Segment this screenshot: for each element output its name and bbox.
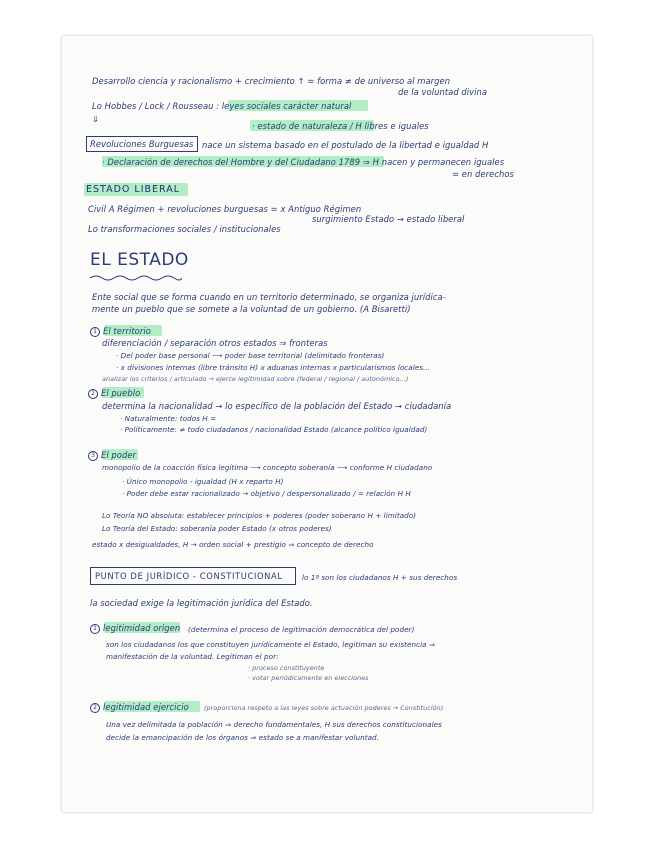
subsection-pueblo: 2 El pueblo [88, 388, 140, 399]
boxed-heading: PUNTO DE JURÍDICO - CONSTITUCIONAL [95, 571, 283, 581]
note-line: mente un pueblo que se somete a la voluntad de un gobierno. (A Bisaretti) [92, 304, 411, 314]
note-line: · Único monopolio - igualdad (H x reparto H) [122, 477, 284, 486]
note-line: monopolio de la coacción física legítima ⟶ concepto soberanía ⟶ conforme H ciudadano [102, 463, 433, 472]
note-line: manifestación de la voluntad. Legitiman el por: [106, 652, 279, 661]
subsection-poder: 3 El poder [88, 450, 136, 461]
note-line: determina la nacionalidad → lo específico de la población del Estado → ciudadanía [102, 401, 452, 411]
note-line: diferenciación / separación otros estados ⇒ fronteras [102, 338, 328, 348]
note-line: estado x desigualdades, H → orden social + prestigio ⇒ concepto de derecho [92, 540, 374, 549]
page-title: EL ESTADO [90, 250, 189, 270]
note-line: de la voluntad divina [398, 87, 488, 97]
note-line: Lo Teoría del Estado: soberanía poder Estado (x otros poderes) [102, 524, 332, 533]
note-line: Revoluciones Burguesas [90, 139, 194, 149]
note-line: Desarrollo ciencia y racionalismo + crecimiento ↑ = forma ≠ de universo al margen [92, 76, 451, 86]
note-line: · Políticamente: ≠ todo ciudadanos / nacionalidad Estado (alcance político igualdad) [120, 425, 428, 434]
note-line: Civil A Régimen + revoluciones burguesas = x Antiguo Régimen [88, 204, 362, 214]
note-line: surgimiento Estado → estado liberal [312, 214, 465, 224]
note-line: Lo transformaciones sociales / institucionales [88, 224, 281, 234]
note-line: Lo Hobbes / Lock / Rousseau : leyes sociales carácter natural [92, 101, 352, 111]
note-line: analizar los criterios / articulado → ejerce legitimidad sobre (federal / regional / autonómico...) [102, 375, 409, 383]
note-line: = en derechos [452, 169, 514, 179]
note-line: Lo Teoría NO absoluta: establecer principios + poderes (poder soberano H + limitado) [102, 511, 417, 520]
note-line: · Declaración de derechos del Hombre y del Ciudadano 1789 ⇒ H nacen y permanecen iguales [102, 157, 505, 167]
note-line: la sociedad exige la legitimación jurídica del Estado. [90, 598, 313, 608]
note-line: · x divisiones internas (libre tránsito H) x aduanas internas x particularismos locales... [116, 363, 431, 372]
subsection-legitimidad-ejercicio: 2 legitimidad ejercicio [90, 702, 189, 713]
note-line: · estado de naturaleza / H libres e iguales [252, 121, 429, 131]
arrow-down-icon: ⇓ [92, 114, 100, 124]
note-line: nace un sistema basado en el postulado de la libertad e igualdad H [202, 140, 489, 150]
note-line: · votar periódicamente en elecciones [248, 674, 369, 682]
note-line: · Del poder base personal ⟶ poder base territorial (delimitado fronteras) [116, 351, 385, 360]
note-line: lo 1º son los ciudadanos H + sus derechos [302, 573, 458, 582]
note-line: son los ciudadanos los que constituyen jurídicamente el Estado, legitiman su existencia ⇒ [106, 640, 436, 649]
note-line: (determina el proceso de legitimación democrática del poder) [188, 625, 415, 634]
subsection-legitimidad-origen: 1 legitimidad origen [90, 623, 180, 634]
underline-wave [90, 274, 182, 282]
note-line: · Poder debe estar racionalizado → objetivo / despersonalizado / = relación H H [122, 489, 411, 498]
subsection-territorio: 1 El territorio [90, 326, 151, 337]
note-line: Ente social que se forma cuando en un territorio determinado, se organiza jurídica- [92, 292, 446, 302]
note-line: (proporciona respeto a las leyes sobre actuación poderes → Constitución) [204, 704, 444, 712]
note-line: Una vez delimitada la población ⇒ derecho fundamentales, H sus derechos constitucionales [106, 720, 442, 729]
section-heading: ESTADO LIBERAL [86, 184, 181, 195]
note-line: decide la emancipación de los órganos ⇒ estado se a manifestar voluntad. [106, 733, 379, 742]
note-line: · proceso constituyente [248, 664, 325, 672]
notebook-page [62, 36, 592, 812]
note-line: · Naturalmente: todos H = [120, 414, 217, 423]
